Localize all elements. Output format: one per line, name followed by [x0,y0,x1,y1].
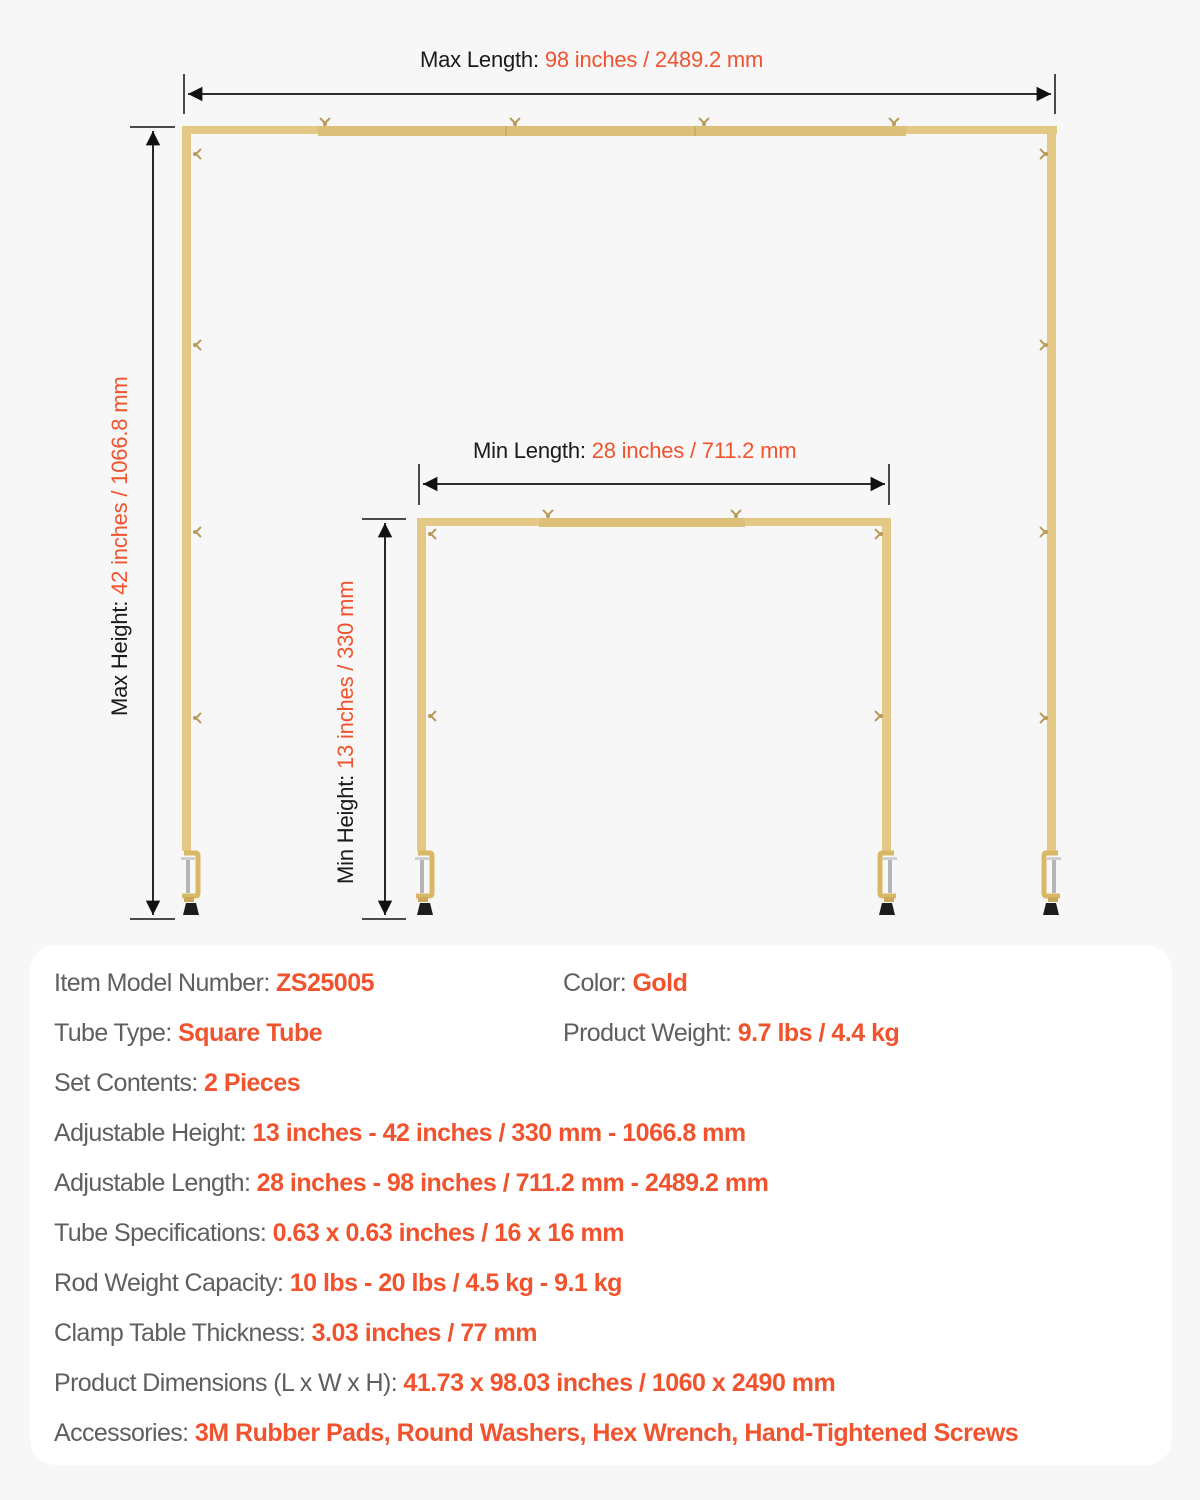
spec-value: 9.7 lbs / 4.4 kg [737,1019,900,1047]
max-height-value: 42 inches / 1066.8 mm [107,376,132,595]
spec-tube-specifications [54,1219,624,1248]
specifications-card [30,945,1172,1465]
min-length-caption: Min Length: [473,438,586,463]
spec-label: Adjustable Length: [54,1169,251,1197]
spec-value: ZS25005 [276,969,374,997]
spec-value: 28 inches - 98 inches / 711.2 mm - 2489.2 mm [256,1169,769,1197]
small-frame [415,510,897,915]
max-length-caption: Max Length: [420,47,539,72]
spec-value: 3.03 inches / 77 mm [311,1319,537,1347]
spec-label: Tube Specifications: [54,1219,267,1247]
min-height-label [333,581,359,884]
spec-value: Square Tube [178,1019,323,1047]
max-length-label [420,47,763,73]
spec-label: Tube Type: [54,1019,172,1047]
spec-value: 2 Pieces [204,1069,301,1097]
spec-label: Item Model Number: [54,969,270,997]
spec-product-weight [563,1019,899,1048]
spec-value: 3M Rubber Pads, Round Washers, Hex Wrench, Hand-Tightened Screws [194,1419,1019,1447]
spec-value: 0.63 x 0.63 inches / 16 x 16 mm [272,1219,624,1247]
spec-color [563,969,687,998]
spec-adjustable-length [54,1169,768,1198]
spec-rod-weight-capacity [54,1269,622,1298]
spec-label: Rod Weight Capacity: [54,1269,284,1297]
large-frame [181,118,1061,915]
min-height-caption: Min Height: [333,774,358,884]
spec-label: Set Contents: [54,1069,198,1097]
max-length-value: 98 inches / 2489.2 mm [544,47,764,72]
spec-clamp-table-thickness [54,1319,537,1348]
spec-tube-type [54,1019,322,1048]
min-length-value: 28 inches / 711.2 mm [591,438,797,463]
spec-label: Product Dimensions (L x W x H): [54,1369,398,1397]
max-height-caption: Max Height: [107,600,132,716]
spec-value: 13 inches - 42 inches / 330 mm - 1066.8 mm [252,1119,746,1147]
spec-adjustable-height [54,1119,746,1148]
spec-value: 41.73 x 98.03 inches / 1060 x 2490 mm [403,1369,836,1397]
spec-set-contents [54,1069,300,1098]
spec-product-dimensions [54,1369,835,1398]
min-length-label [473,438,796,464]
spec-label: Color: [563,969,627,997]
spec-value: 10 lbs - 20 lbs / 4.5 kg - 9.1 kg [289,1269,622,1297]
spec-accessories [54,1419,1018,1448]
spec-value: Gold [632,969,688,997]
spec-model-number [54,969,374,998]
spec-label: Adjustable Height: [54,1119,247,1147]
spec-label: Product Weight: [563,1019,732,1047]
min-height-value: 13 inches / 330 mm [333,580,358,769]
max-height-label [107,377,133,716]
spec-label: Clamp Table Thickness: [54,1319,306,1347]
spec-label: Accessories: [54,1419,189,1447]
